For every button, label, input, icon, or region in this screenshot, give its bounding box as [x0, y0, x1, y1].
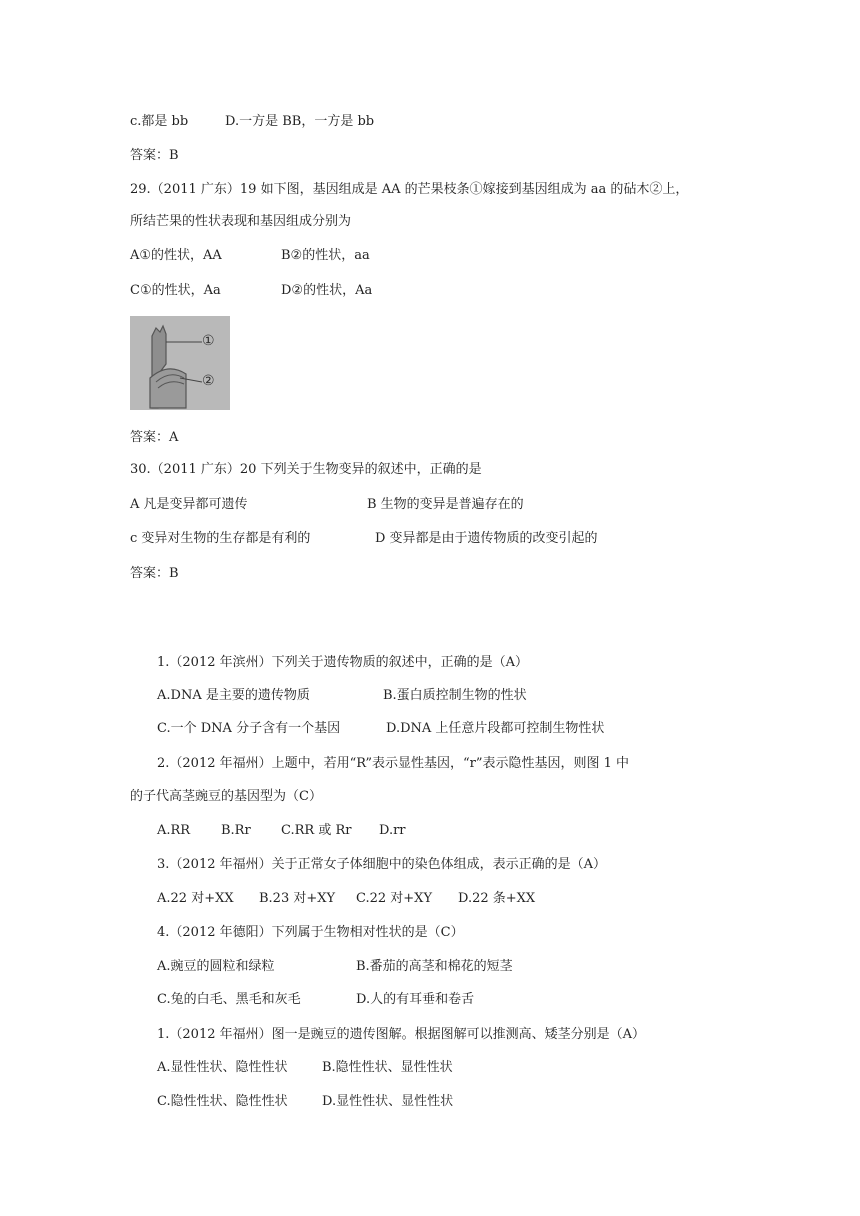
s2-q4-option-d: D.人的有耳垂和卷舌 [356, 992, 475, 1007]
s2-q1-option-d: D.DNA 上任意片段都可控制生物性状 [386, 721, 605, 736]
q28-answer: 答案：B [130, 148, 179, 163]
q30-answer: 答案：B [130, 566, 179, 581]
s2-q4-stem: 4.（2012 年德阳）下列属于生物相对性状的是（C） [157, 925, 464, 940]
q29-stem-line1: 29.（2011 广东）19 如下图，基因组成是 AA 的芒果枝条①嫁接到基因组成为 aa 的砧木②上， [130, 182, 689, 197]
grafting-figure [130, 316, 230, 410]
s2-q4-option-c: C.兔的白毛、黑毛和灰毛 [157, 992, 301, 1007]
s2-q5-option-a: A.显性性状、隐性性状 [157, 1060, 288, 1075]
q30-option-d: D 变异都是由于遗传物质的改变引起的 [375, 531, 598, 546]
s2-q3-stem: 3.（2012 年福州）关于正常女子体细胞中的染色体组成，表示正确的是（A） [157, 857, 607, 872]
s2-q2-option-a: A.RR [157, 823, 191, 838]
q28-option-c: c.都是 bb [130, 114, 189, 129]
s2-q2-stem-line2: 的子代高茎豌豆的基因型为（C） [130, 789, 322, 804]
grafting-diagram [130, 316, 230, 410]
s2-q2-option-c: C.RR 或 Rr [281, 823, 352, 838]
q29-option-d: D②的性状，Aa [281, 283, 373, 298]
q30-option-c: c 变异对生物的生存都是有利的 [130, 531, 311, 546]
s2-q3-option-b: B.23 对+XY [259, 891, 336, 906]
figure-label-1: ① [202, 333, 215, 349]
s2-q1-option-c: C.一个 DNA 分子含有一个基因 [157, 721, 341, 736]
s2-q4-option-b: B.番茄的高茎和棉花的短茎 [356, 959, 513, 974]
s2-q4-option-a: A.豌豆的圆粒和绿粒 [157, 959, 275, 974]
s2-q5-option-b: B.隐性性状、显性性状 [322, 1060, 453, 1075]
q29-stem-line2: 所结芒果的性状表现和基因组成分别为 [130, 214, 352, 229]
s2-q1-option-b: B.蛋白质控制生物的性状 [383, 688, 527, 703]
q29-option-a: A①的性状，AA [130, 248, 222, 263]
figure-label-2: ② [202, 373, 215, 389]
s2-q5-option-d: D.显性性状、显性性状 [322, 1094, 454, 1109]
s2-q2-stem-line1: 2.（2012 年福州）上题中，若用“R”表示显性基因，“r”表示隐性基因，则图 1 中 [157, 756, 630, 771]
q30-option-a: A 凡是变异都可遗传 [130, 497, 248, 512]
s2-q1-stem: 1.（2012 年滨州）下列关于遗传物质的叙述中，正确的是（A） [157, 655, 529, 670]
q30-stem: 30.（2011 广东）20 下列关于生物变异的叙述中，正确的是 [130, 462, 482, 477]
q30-option-b: B 生物的变异是普遍存在的 [367, 497, 524, 512]
s2-q3-option-c: C.22 对+XY [356, 891, 433, 906]
q29-option-c: C①的性状，Aa [130, 283, 221, 298]
s2-q5-option-c: C.隐性性状、隐性性状 [157, 1094, 288, 1109]
s2-q3-option-d: D.22 条+XX [458, 891, 536, 906]
s2-q3-option-a: A.22 对+XX [157, 891, 234, 906]
s2-q2-option-d: D.rr [379, 823, 406, 838]
s2-q2-option-b: B.Rr [221, 823, 251, 838]
q28-option-d: D.一方是 BB，一方是 bb [225, 114, 375, 129]
s2-q5-stem: 1.（2012 年福州）图一是豌豆的遗传图解。根据图解可以推测高、矮茎分别是（A） [157, 1027, 646, 1042]
q29-option-b: B②的性状，aa [281, 248, 370, 263]
s2-q1-option-a: A.DNA 是主要的遗传物质 [157, 688, 310, 703]
q29-answer: 答案：A [130, 430, 179, 445]
